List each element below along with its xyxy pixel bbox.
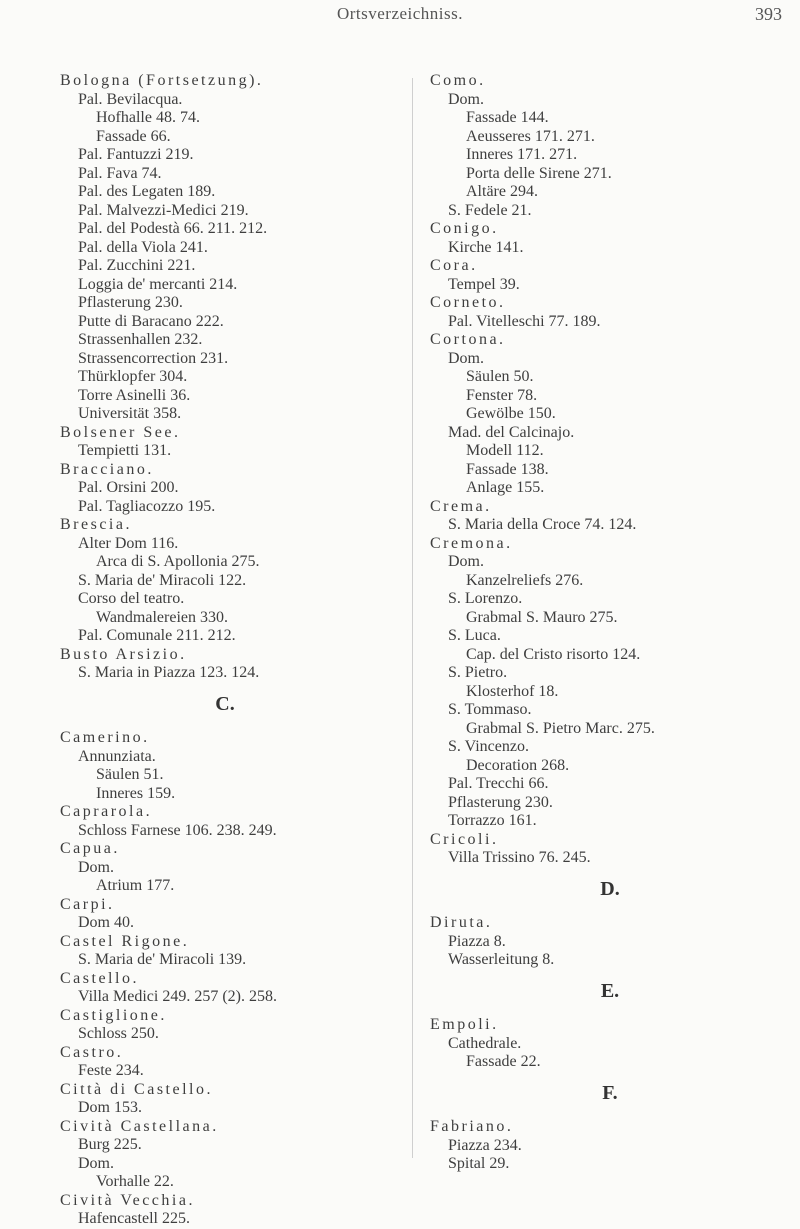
place-heading: Cora. [430, 257, 478, 274]
index-entry: Spital 29. [448, 1155, 510, 1172]
index-entry: Kirche 141. [448, 238, 524, 256]
place-heading: Città di Castello. [60, 1080, 213, 1098]
index-subentry: Arca di S. Apollonia 275. [96, 553, 260, 570]
index-entry: Dom 153. [78, 1099, 142, 1116]
index-entry: Putte di Baracano 222. [78, 312, 224, 330]
place-heading: Bracciano. [60, 460, 154, 478]
place-heading: Castro. [60, 1043, 124, 1061]
index-subentry: Inneres 171. 271. [466, 146, 578, 163]
index-subentry: Decoration 268. [466, 756, 570, 774]
place-heading: Cività Vecchia. [60, 1191, 195, 1209]
index-entry: Corso del teatro. [78, 590, 185, 607]
index-entry: Loggia de' mercanti 214. [78, 275, 238, 293]
index-entry: Tempietti 131. [78, 442, 172, 459]
index-subentry: Grabmal S. Mauro 275. [466, 608, 618, 626]
place-heading: Castello. [60, 969, 139, 987]
index-entry: Piazza 8. [448, 932, 506, 950]
index-entry: Pal. Tagliacozzo 195. [78, 497, 216, 515]
index-entry: Pal. Zucchini 221. [78, 257, 196, 274]
index-entry: Pal. Orsini 200. [78, 479, 179, 496]
index-entry: S. Maria della Croce 74. 124. [448, 516, 637, 533]
index-entry: Dom 40. [78, 914, 134, 931]
index-entry: S. Pietro. [448, 664, 508, 681]
place-heading: Crema. [430, 497, 492, 515]
index-entry: Pal. Comunale 211. 212. [78, 627, 236, 644]
place-heading: Carpi. [60, 895, 115, 913]
index-entry: Schloss Farnese 106. 238. 249. [78, 821, 277, 839]
index-entry: Mad. del Calcinajo. [448, 423, 575, 441]
index-entry: Thürklopfer 304. [78, 368, 188, 385]
index-subentry: Fassade 66. [96, 127, 171, 145]
index-subentry: Hofhalle 48. 74. [96, 109, 200, 126]
index-entry: Dom. [448, 349, 484, 367]
index-subentry: Vorhalle 22. [96, 1173, 174, 1190]
place-heading: Corneto. [430, 294, 506, 311]
place-heading: Brescia. [60, 516, 132, 533]
place-heading: Cricoli. [430, 830, 499, 848]
index-subentry: Porta delle Sirene 271. [466, 164, 612, 182]
index-subentry: Cap. del Cristo risorto 124. [466, 645, 641, 663]
index-entry: Strassencorrection 231. [78, 349, 229, 367]
index-entry: Dom. [78, 858, 114, 876]
page-number: 393 [755, 4, 782, 24]
index-entry: Dom. [448, 90, 484, 108]
section-letter: D. [600, 877, 620, 900]
index-subentry: Säulen 50. [466, 368, 534, 385]
place-heading: Capua. [60, 840, 120, 857]
index-subentry: Klosterhof 18. [466, 682, 559, 700]
index-entry: Pal. des Legaten 189. [78, 183, 216, 200]
index-entry: Wasserleitung 8. [448, 951, 555, 968]
index-subentry: Aeusseres 171. 271. [466, 127, 595, 145]
place-heading: Cremona. [430, 534, 513, 552]
index-subentry: Fassade 22. [466, 1053, 541, 1070]
section-letter: C. [215, 692, 235, 715]
place-heading: Caprarola. [60, 803, 153, 820]
index-entry: Piazza 234. [448, 1136, 522, 1154]
place-heading: Camerino. [60, 729, 150, 746]
index-entry: Annunziata. [78, 747, 156, 765]
place-heading: Cività Castellana. [60, 1117, 219, 1135]
index-entry: S. Fedele 21. [448, 201, 532, 219]
index-entry: Pflasterung 230. [78, 294, 183, 311]
place-heading: Conigo. [430, 220, 499, 237]
place-heading: Fabriano. [430, 1118, 514, 1135]
place-heading: Bolsener See. [60, 423, 181, 441]
index-entry: Hafencastell 225. [78, 1210, 190, 1227]
place-heading: Castiglione. [60, 1006, 167, 1024]
index-entry: S. Vincenzo. [448, 738, 529, 755]
index-entry: S. Maria de' Miracoli 139. [78, 951, 247, 968]
index-entry: Pal. della Viola 241. [78, 238, 208, 256]
place-heading: Diruta. [430, 914, 493, 931]
place-heading: Bologna (Fortsetzung). [60, 72, 264, 89]
place-heading: Cortona. [430, 331, 506, 348]
index-subentry: Fenster 78. [466, 386, 538, 404]
index-entry: S. Luca. [448, 627, 501, 644]
index-entry: S. Maria in Piazza 123. 124. [78, 664, 260, 681]
place-heading: Empoli. [430, 1016, 499, 1033]
index-subentry: Altäre 294. [466, 183, 538, 200]
column-divider [412, 78, 413, 1158]
index-subentry: Inneres 159. [96, 784, 176, 802]
section-letter: F. [602, 1081, 618, 1104]
index-entry: Burg 225. [78, 1136, 142, 1153]
index-subentry: Modell 112. [466, 442, 544, 459]
index-entry: Pal. Bevilacqua. [78, 90, 183, 108]
index-entry: Torrazzo 161. [448, 812, 537, 829]
index-entry: Villa Medici 249. 257 (2). 258. [78, 988, 278, 1005]
section-letter: E. [600, 979, 620, 1002]
index-entry: Tempel 39. [448, 275, 520, 293]
running-header: Ortsverzeichniss. [336, 4, 464, 23]
index-subentry: Grabmal S. Pietro Marc. 275. [466, 719, 655, 737]
index-subentry: Fassade 144. [466, 109, 549, 126]
index-entry: Pal. Trecchi 66. [448, 775, 549, 792]
index-entry: Pal. del Podestà 66. 211. 212. [78, 220, 268, 237]
index-entry: Pal. Malvezzi-Medici 219. [78, 201, 249, 219]
index-entry: Schloss 250. [78, 1025, 159, 1042]
index-entry: S. Lorenzo. [448, 590, 523, 607]
index-subentry: Kanzelreliefs 276. [466, 571, 584, 589]
index-entry: Feste 234. [78, 1062, 144, 1079]
index-entry: Torre Asinelli 36. [78, 386, 191, 404]
index-entry: Alter Dom 116. [78, 534, 179, 552]
index-entry: S. Tommaso. [448, 701, 532, 718]
index-column-right [430, 72, 790, 1174]
index-entry: Villa Trissino 76. 245. [448, 849, 591, 866]
index-entry: Pal. Vitelleschi 77. 189. [448, 312, 601, 330]
index-entry: Dom. [448, 553, 484, 570]
index-entry: Dom. [78, 1154, 114, 1172]
index-entry: Pal. Fava 74. [78, 164, 162, 182]
index-entry: Cathedrale. [448, 1034, 522, 1052]
index-subentry: Atrium 177. [96, 877, 175, 894]
index-subentry: Anlage 155. [466, 479, 545, 496]
index-subentry: Fassade 138. [466, 460, 549, 478]
place-heading: Castel Rigone. [60, 932, 190, 950]
index-entry: Pal. Fantuzzi 219. [78, 146, 194, 163]
index-entry: Strassenhallen 232. [78, 331, 203, 348]
index-entry: S. Maria de' Miracoli 122. [78, 571, 247, 589]
index-subentry: Säulen 51. [96, 766, 164, 783]
index-entry: Universität 358. [78, 405, 182, 422]
index-entry: Pflasterung 230. [448, 793, 553, 811]
index-column-left [60, 72, 390, 1229]
place-heading: Como. [430, 72, 486, 89]
index-subentry: Wandmalereien 330. [96, 608, 228, 626]
place-heading: Busto Arsizio. [60, 645, 187, 663]
index-subentry: Gewölbe 150. [466, 405, 556, 422]
